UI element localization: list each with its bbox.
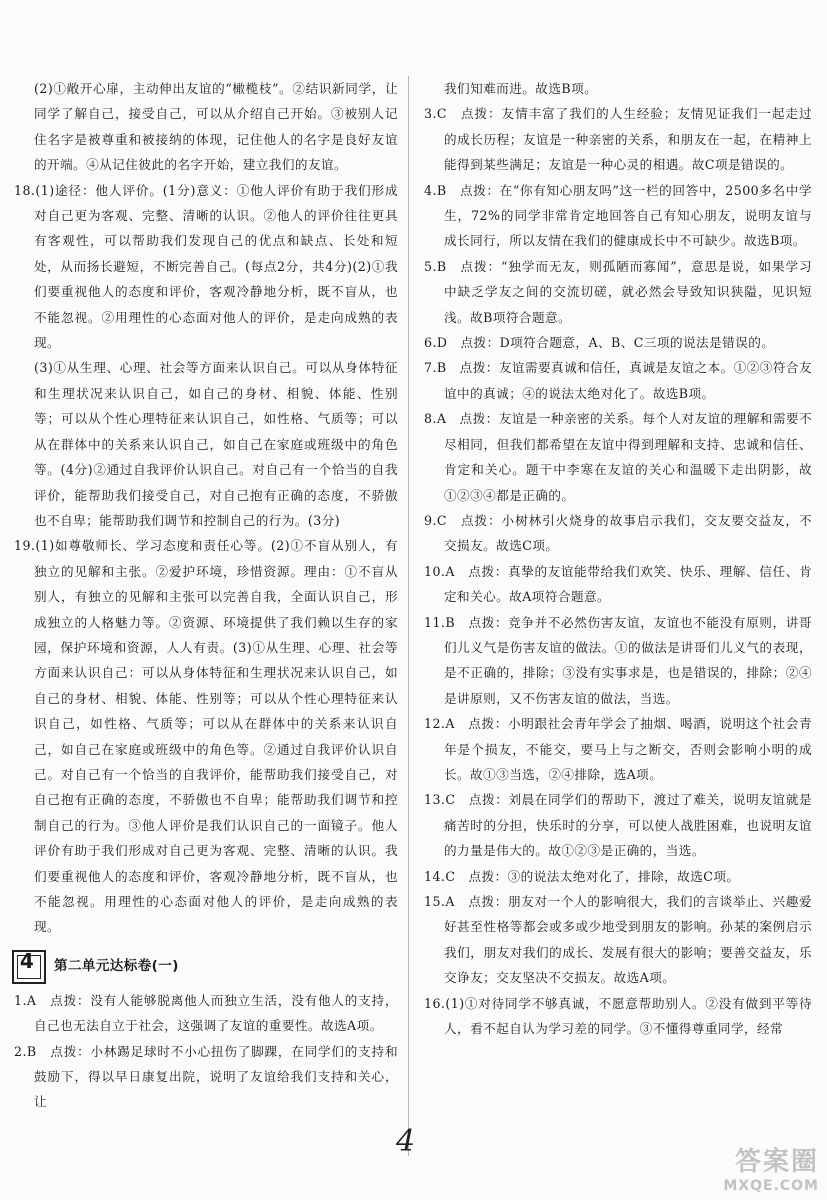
answer-paragraph: 5.B 点拨：“独学而无友，则孤陋而寡闻”，意思是说，如果学习中缺乏学友之间的交流切磋，就必然会导致知识狭隘，见识短浅。故B项符合题意。 xyxy=(424,258,812,325)
answer-paragraph: 8.A 点拨：友谊是一种亲密的关系。每个人对友谊的理解和需要不尽相同，但我们都希望在友谊中得到理解和支持、忠诚和信任、肯定和关心。题干中李寒在友谊的关心和温暖下走出阴影，故①②③④都是正确的。 xyxy=(424,411,812,503)
answer-paragraph: 14.C 点拨：③的说法太绝对化了，排除，故选C项。 xyxy=(424,868,740,884)
answer-paragraph: 16.(1)①对待同学不够真诚，不愿意帮助别人。②没有做到平等待人，看不起自认为学习差的同学。③不懂得尊重同学，经常 xyxy=(424,995,812,1037)
answer-paragraph: 3.C 点拨：友情丰富了我们的人生经验；友情见证我们一起走过的成长历程；友谊是一种亲密的关系，和朋友在一起，在精神上能得到某些满足；友谊是一种心灵的相遇。故C项是错误的。 xyxy=(424,106,812,173)
answer-paragraph: 12.A 点拨：小明跟社会青年学会了抽烟、喝酒，说明这个社会青年是个损友，不能交，要马上与之断交，否则会影响小明的成长。故①③当选，②④排除，选A项。 xyxy=(424,716,812,782)
watermark-logo: 答案圈 xyxy=(734,1147,819,1177)
answer-paragraph: 11.B 点拨：竞争并不必然伤害友谊，友谊也不能没有原则，讲哥们儿义气是伤害友谊的做法。①的做法是讲哥们儿义气的表现，是不正确的，排除；③没有实事求是，也是错误的，排除；②④是讲原则，又不伤害友谊的做法，当选。 xyxy=(424,614,812,706)
unit-number: 4 xyxy=(19,948,35,973)
page-number: 4 xyxy=(396,1124,416,1159)
unit-heading xyxy=(12,946,398,984)
answer-paragraph: 10.A 点拨：真挚的友谊能带给我们欢笑、快乐、理解、信任、肯定和关心。故A项符合题意。 xyxy=(424,563,812,605)
answer-paragraph: 13.C 点拨：刘晨在同学们的帮助下，渡过了难关，说明友谊就是痛苦时的分担，快乐时的分享，可以使人战胜困难，也说明友谊的力量是伟大的。故①②③是正确的，当选。 xyxy=(424,792,812,859)
unit-title: 第二单元达标卷(一) xyxy=(54,957,179,974)
column-divider xyxy=(408,76,409,1156)
answer-paragraph: (3)①从生理、心理、社会等方面来认识自己。可以从身体特征和生理状况来认识自己，如自己的身材、相貌、体能、性别等；可以从个性心理特征来认识自己，如性格、气质等；可以从在群体中的关系来认识自己，如自己在家庭或班级中的角色等。(4分)②通过自我评价认识自己。对自己有一个恰当的自我评价，能帮助我们接受自己，对自己抱有正确的态度，不骄傲也不自卑；能帮助我们调节和控制自己的行为。(3分) xyxy=(34,360,398,528)
answer-paragraph: 18.(1)途径：他人评价。(1分)意义：①他人评价有助于我们形成对自己更为客观、完整、清晰的认识。②他人的评价往往更具有客观性，可以帮助我们发现自己的优点和缺点、长处和短处，从而扬长避短，不断完善自己。(每点2分，共4分)(2)①我们要重视他人的态度和评价，客观冷静地分析，既不盲从，也不能忽视。②用理性的心态面对他人的评价，是走向成熟的表现。 xyxy=(14,182,398,351)
answer-paragraph: 2.B 点拨：小林踢足球时不小心扭伤了脚踝，在同学们的支持和鼓励下，得以早日康复出院，说明了友谊给我们支持和关心，让 xyxy=(14,1043,398,1110)
answer-paragraph: (2)①敞开心扉，主动伸出友谊的“橄榄枝”。②结识新同学，让同学了解自己，接受自己，可以从介绍自己开始。③被别人记住名字是被尊重和被接纳的体现，记住他人的名字是良好友谊的开端。④从记住彼此的名字开始，建立我们的友谊。 xyxy=(34,81,398,173)
watermark xyxy=(723,1141,819,1194)
answer-paragraph: 4.B 点拨：在“你有知心朋友吗”这一栏的回答中，2500多名中学生，72%的同学非常肯定地回答自己有知心朋友，说明友谊与成长同行，所以友情在我们的健康成长中不可缺少。故选B项。 xyxy=(424,182,812,249)
answer-paragraph: 6.D 点拨：D项符合题意，A、B、C三项的说法是错误的。 xyxy=(424,335,775,351)
answer-paragraph: 1.A 点拨：没有人能够脱离他人而独立生活，没有他人的支持，自己也无法自立于社会，这强调了友谊的重要性。故选A项。 xyxy=(14,992,398,1034)
answer-paragraph: 15.A 点拨：朋友对一个人的影响很大，我们的言谈举止、兴趣爱好甚至性格等都会或多或少地受到朋友的影响。孙某的案例启示我们，朋友对我们的成长、发展有很大的影响；要善交益友，乐交诤友；交友坚决不交损友。故选A项。 xyxy=(424,894,812,986)
right-column xyxy=(424,76,812,1041)
answer-paragraph: 9.C 点拨：小树林引火烧身的故事启示我们，交友要交益友，不交损友。故选C项。 xyxy=(424,512,812,554)
answer-paragraph: 我们知难而进。故选B项。 xyxy=(444,81,598,96)
left-column xyxy=(14,76,398,1115)
watermark-url: MXQE.COM xyxy=(723,1178,819,1194)
answer-paragraph: 7.B 点拨：友谊需要真诚和信任，真诚是友谊之本。①②③符合友谊中的真诚；④的说法太绝对化了。故选B项。 xyxy=(424,360,812,401)
answer-paragraph: 19.(1)如尊敬师长、学习态度和责任心等。(2)①不盲从别人，有独立的见解和主张。②爱护环境，珍惜资源。理由：①不盲从别人，有独立的见解和主张可以完善自我，全面认识自己，形成独立的人格魅力等。②资源、环境提供了我们赖以生存的家园，保护环境和资源，人人有责。(3)①从生理、心理、社会等方面来认识自己：可以从身体特征和生理状况来认识自己，如自己的身材、相貌、体能、性别等；可以从个性心理特征来认识自己，如性格、气质等；可以从在群体中的关系来认识自己，如自己在家庭或班级中的角色等。②通过自我评价认识自己。对自己有一个恰当的自我评价，能帮助我们接受自己，对自己抱有正确的态度，不骄傲也不自卑；能帮助我们调节和控制自己的行为。③他人评价是我们认识自己的一面镜子。他人评价有助于我们形成对自己更为客观、完整、清晰的认识。我们要重视他人的态度和评价，客观冷静地分析，既不盲从，也不能忽视。用理性的心态面对他人的评价，是走向成熟的表现。 xyxy=(14,538,398,935)
